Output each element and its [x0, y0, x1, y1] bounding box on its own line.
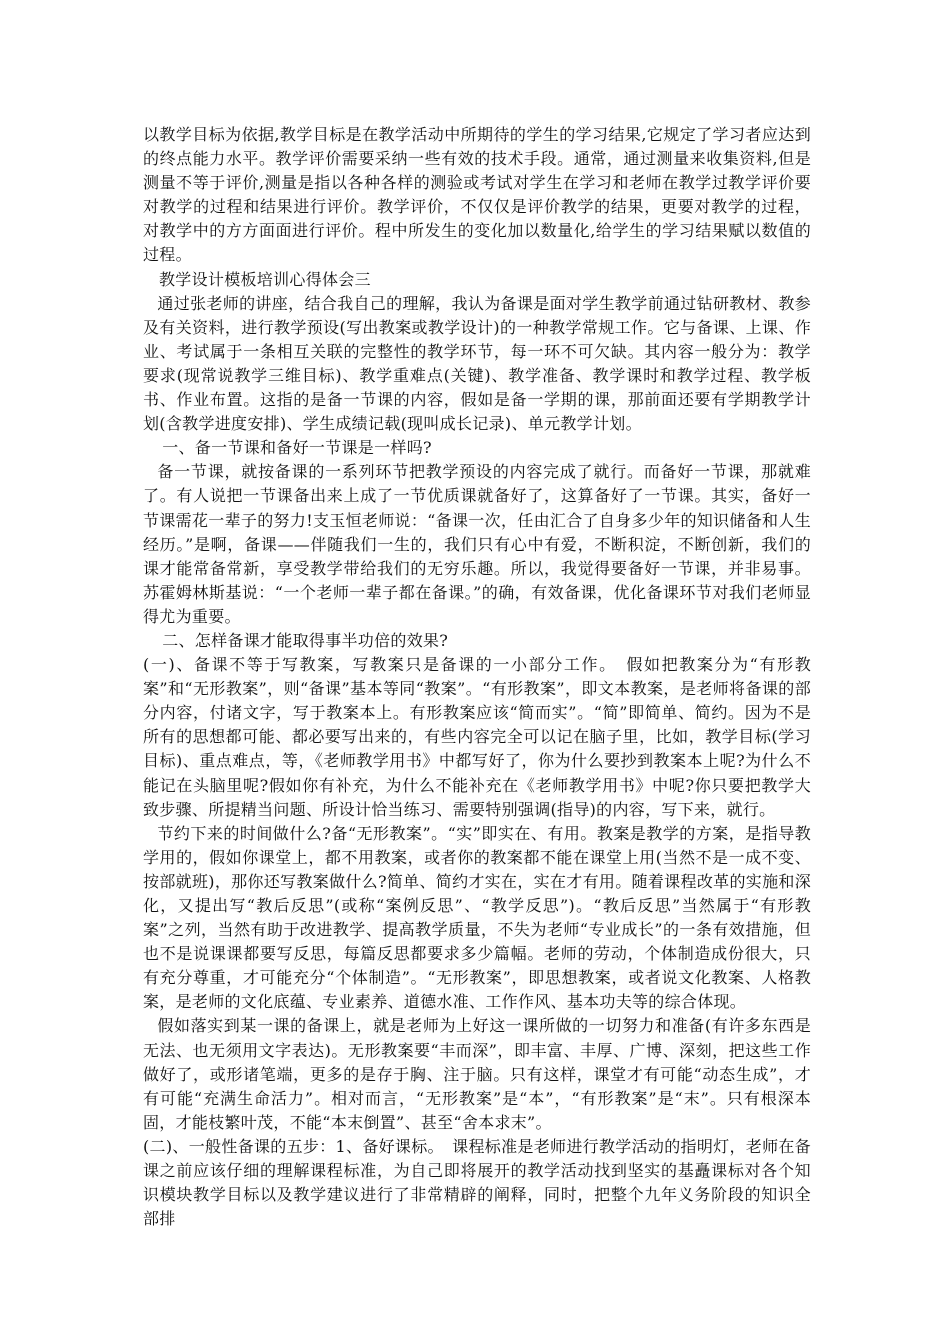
paragraph-invisible-plan: 假如落实到某一课的备课上，就是老师为上好这一课所做的一切努力和准备(有许多东西是无法、也无须用文字表达)。无形教案要“丰而深”，即丰富、丰厚、广博、深刻，把这些工作做好了，或形诸笔端，更多的是存于胸、注于脑。只有这样，课堂才有可能“动态生成”，才有可能“充满生命活力”。相对而言，“无形教案”是“本”，“有形教案”是“末”。只有根深本固，才能枝繁叶茂，不能“本末倒置”、甚至“舍本求末”。 [143, 1016, 811, 1132]
paragraph-saved-time: 节约下来的时间做什么?备“无形教案”。“实”即实在、有用。教案是教学的方案，是指导教学用的，假如你课堂上，都不用教案，或者你的教案都不能在课堂上用(当然不是一成不变、按部就班)，那你还写教案做什么?简单、简约才实在，实在才有用。随着课程改革的实施和深化，又提出写“教后反思”(或称“案例反思”、“教学反思”)。“教后反思”当然属于“有形教案”之列，当然有助于改进教学、提高教学质量，不失为老师“专业成长”的一条有效措施，但也不是说课课都要写反思，每篇反思都要求多少篇幅。老师的劳动，个体制造成份很大，只有充分尊重，才可能充分“个体制造”。“无形教案”，即思想教案，或者说文化教案、人格教案，是老师的文化底蕴、专业素养、道德水准、工作作风、基本功夫等的综合体现。 [143, 823, 811, 1012]
paragraph-evaluation: 以教学目标为依据,教学目标是在教学活动中所期待的学生的学习结果,它规定了学习者应达到的终点能力水平。教学评价需要采纳一些有效的技术手段。通常，通过测量来收集资料,但是测量不等于评价,测量是指以各种各样的测验或考试对学生在学习和老师在教学过教学评价要对教学的过程和结果进行评价。教学评价，不仅仅是评价教学的结果，更要对教学的过程，对教学中的方方面面进行评价。程中所发生的变化加以数量化,给学生的学习结果赋以数值的过程。 [143, 125, 811, 265]
paragraph-lecture: 通过张老师的讲座，结合我自己的理解，我认为备课是面对学生教学前通过钻研教材、教参及有关资料，进行教学预设(写出教案或教学设计)的一种教学常规工作。它与备课、上课、作业、考试属于一条相互关联的完整性的教学环节，每一环不可欠缺。其内容一般分为：教学要求(现常说教学三维目标)、教学重难点(关键)、教学准备、教学课时和教学过程、教学板书、作业布置。这指的是备一节课的内容，假如是备一学期的课，那前面还要有学期教学计划(含教学进度安排)、学生成绩记载(现叫成长记录)、单元教学计划。 [143, 293, 811, 434]
document-page [143, 123, 811, 1231]
heading-question-two: 二、怎样备课才能取得事半功倍的效果? [162, 630, 449, 650]
section-title: 教学设计模板培训心得体会三 [159, 269, 371, 289]
paragraph-prepare-lesson: 备一节课，就按备课的一系列环节把教学预设的内容完成了就行。而备好一节课，那就难了。有人说把一节课备出来上成了一节优质课就备好了，这算备好了一节课。其实，备好一节课需花一辈子的努力!支玉恒老师说：“备课一次，任由汇合了自身多少年的知识储备和人生经历。”是啊，备课——伴随我们一生的，我们只有心中有爱，不断积淀，不断创新，我们的课才能常备常新，享受教学带给我们的无穷乐趣。所以，我觉得要备好一节课，并非易事。苏霍姆林斯基说：“一个老师一辈子都在备课。”的确，有效备课，优化备课环节对我们老师显得尤为重要。 [143, 462, 811, 626]
paragraph-five-steps: (二)、一般性备课的五步：1、备好课标。 课程标准是老师进行教学活动的指明灯，老师在备课之前应该仔细的理解课程标准，为自己即将展开的教学活动找到坚实的基矗课标对各个知识模块教学目标以及教学建议进行了非常精辟的阐释，同时，把整个九年义务阶段的知识全部排 [143, 1136, 811, 1229]
paragraph-lesson-plan: (一)、备课不等于写教案，写教案只是备课的一小部分工作。 假如把教案分为“有形教案”和“无形教案”，则“备课”基本等同“教案”。“有形教案”，即文本教案，是老师将备课的部分内容，付诸文字，写于教案本上。有形教案应该“简而实”。“简”即简单、简约。因为不是所有的思想都可能、都必要写出来的，有些内容完全可以记在脑子里，比如，教学目标(学习目标)、重点难点，等，《老师教学用书》中都写好了，你为什么要抄到教案本上呢?为什么不能记在头脑里呢?假如你有补充，为什么不能补充在《老师教学用书》中呢?你只要把教学大致步骤、所提精当问题、所设计恰当练习、需要特别强调(指导)的内容，写下来，就行。 [143, 655, 811, 819]
heading-question-one: 一、备一节课和备好一节课是一样吗? [162, 438, 432, 458]
